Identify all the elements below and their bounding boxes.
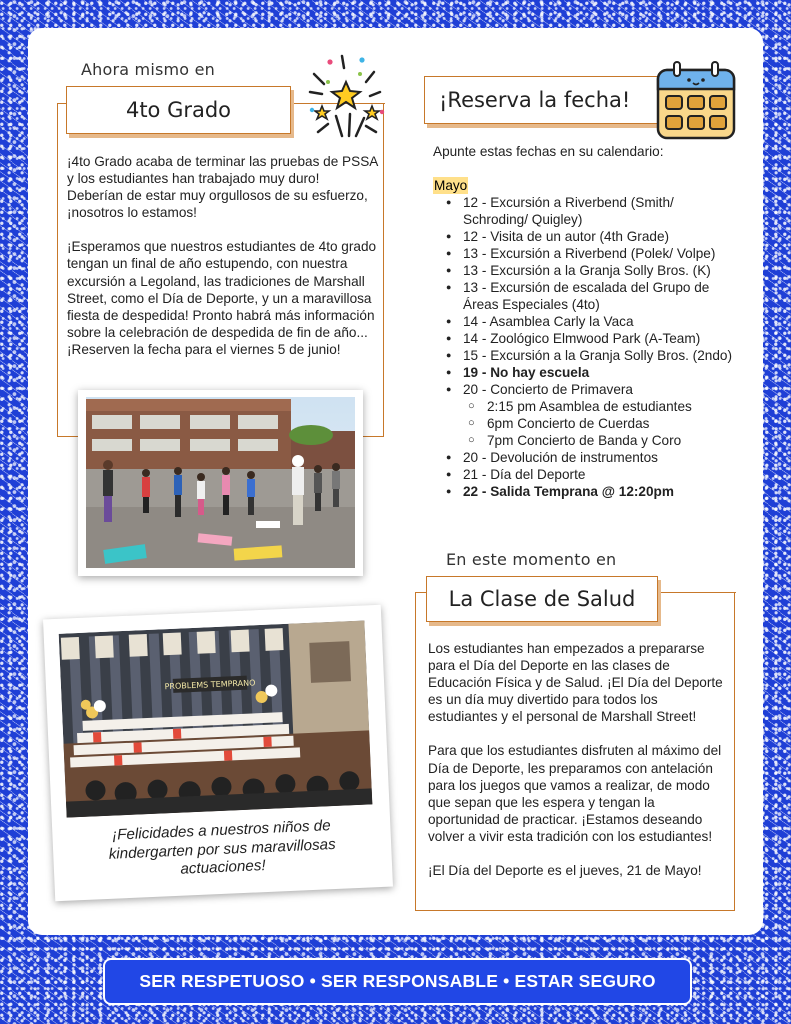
- calendar-event: ● 15 - Excursión a la Granja Solly Bros. (2ndo): [435, 347, 740, 364]
- calendar-month-label: Mayo: [434, 178, 468, 193]
- calendar-event: ● 14 - Asamblea Carly la Vaca: [435, 313, 740, 330]
- calendar-event-no-school: ● 19 - No hay escuela: [435, 364, 740, 381]
- fourth-grade-body: [67, 153, 379, 375]
- calendar-icon: [654, 60, 738, 142]
- calendar-event: ● 20 - Devolución de instrumentos: [435, 449, 740, 466]
- kindergarten-caption: ¡Felicidades a nuestros niños de kindergarten por sus maravillosas actuaciones!: [108, 817, 336, 878]
- fireworks-icon: [302, 52, 386, 140]
- calendar-intro: Apunte estas fechas en su calendario:: [433, 144, 664, 159]
- health-paragraph-3: ¡El Día del Deporte es el jueves, 21 de Mayo!: [428, 863, 702, 879]
- calendar-event: ● 13 - Excursión a la Granja Solly Bros. (K): [435, 262, 740, 279]
- footer-motto: SER RESPETUOSO • SER RESPONSABLE • ESTAR SEGURO: [139, 971, 656, 991]
- fourth-grade-paragraph-2: ¡Esperamos que nuestros estudiantes de 4to grado tengan un final de año estupendo, con nuestra excursión a Legoland, las tradiciones de Marshall Street, como el Día de Deporte, y un a maravillosa fiesta de despedida! Pronto habrá más información sobre la celebración de despedida de fin de año... ¡Reserven la fecha para el viernes 5 de junio!: [67, 239, 377, 357]
- footer-motto-bar: [103, 958, 692, 1005]
- section-title-health: La Clase de Salud: [426, 576, 658, 622]
- calendar-event: ● 13 - Excursión a Riverbend (Polek/ Volpe): [435, 245, 740, 262]
- calendar-event-list: [435, 194, 740, 500]
- section-title-reserve-date: ¡Reserva la fecha!: [424, 76, 667, 124]
- calendar-event: ● 12 - Excursión a Riverbend (Smith/ Schroding/ Quigley): [435, 194, 740, 228]
- fourth-grade-paragraph-1: ¡4to Grado acaba de terminar las pruebas de PSSA y los estudiantes han trabajado muy duro! Deberían de estar muy orgullosos de su esfuerzo, ¡nosotros lo estamos!: [67, 154, 378, 221]
- sports-day-photo: [78, 390, 363, 576]
- section-kicker-health: En este momento en: [446, 550, 617, 569]
- health-paragraph-1: Los estudiantes han empezados a prepararse para el Día del Deporte en las clases de Educación Física y de Salud. ¡El Día del Deporte es un día muy divertido para todos los estudiantes y el personal de Marshall Street!: [428, 641, 723, 725]
- calendar-event: ● 12 - Visita de un autor (4th Grade): [435, 228, 740, 245]
- kindergarten-banner-text: PROBLEMS TEMPRANO: [164, 678, 256, 692]
- calendar-event: ● 13 - Excursión de escalada del Grupo de Áreas Especiales (4to): [435, 279, 740, 313]
- health-body: [428, 640, 730, 896]
- section-title-4th-grade: 4to Grado: [66, 86, 291, 134]
- calendar-event: ● 14 - Zoológico Elmwood Park (A-Team): [435, 330, 740, 347]
- calendar-sub-event: ○ 2:15 pm Asamblea de estudiantes: [435, 398, 740, 415]
- calendar-sub-event: ○ 7pm Concierto de Banda y Coro: [435, 432, 740, 449]
- calendar-event-early-dismissal: ● 22 - Salida Temprana @ 12:20pm: [435, 483, 740, 500]
- health-paragraph-2: Para que los estudiantes disfruten al máximo del Día de Deporte, les preparamos con antelación para los juegos que vamos a realizar, de modo que sepan que les espera y tengan la oportunidad de practicar. ¡Estamos deseando volver a vivir esta tradición con los estudiantes!: [428, 743, 722, 844]
- calendar-event: ● 20 - Concierto de Primavera: [435, 381, 740, 398]
- calendar-sub-event: ○ 6pm Concierto de Cuerdas: [435, 415, 740, 432]
- kindergarten-photo: [43, 605, 393, 901]
- section-kicker-4th-grade: Ahora mismo en: [81, 60, 215, 79]
- calendar-event: ● 21 - Día del Deporte: [435, 466, 740, 483]
